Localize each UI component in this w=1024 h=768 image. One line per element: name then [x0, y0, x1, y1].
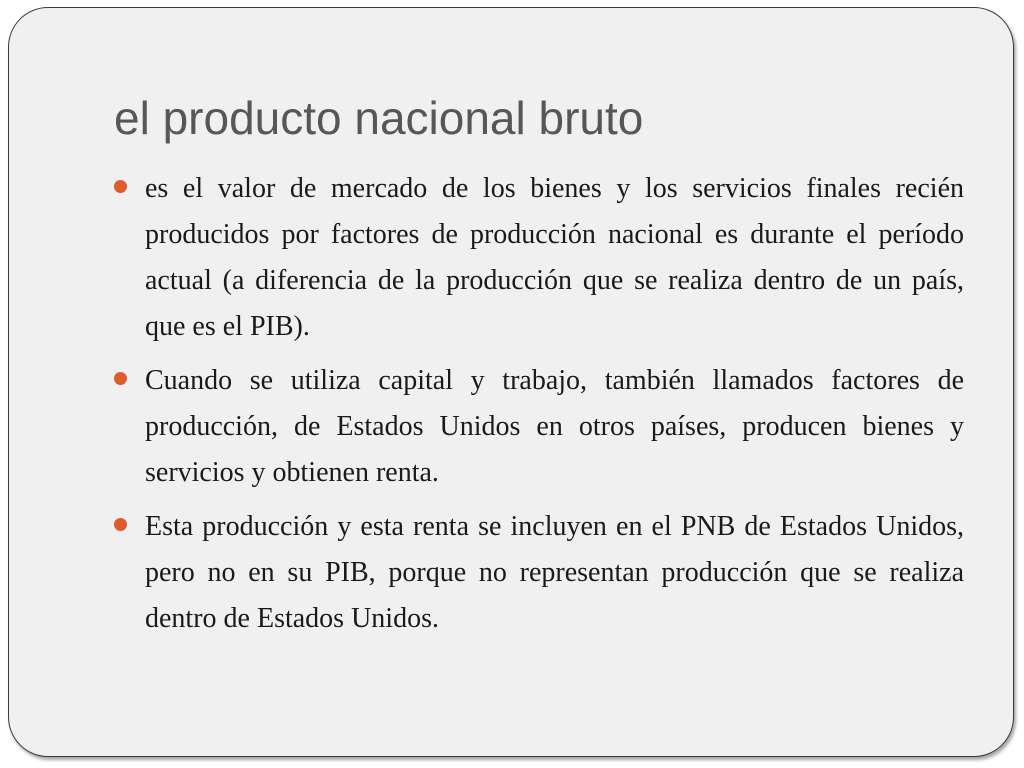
bullet-item [114, 504, 964, 642]
bullet-text: es el valor de mercado de los bienes y los servicios finales recién producidos por factores de producción nacional es durante el período actual (a diferencia de la producción que se realiza dentro de un país, que es el PIB). [145, 173, 964, 342]
bullet-item [114, 358, 964, 496]
bullet-dot-icon [114, 372, 127, 385]
bullet-dot-icon [114, 518, 127, 531]
bullet-dot-icon [114, 180, 127, 193]
slide-title: el producto nacional bruto [114, 92, 644, 144]
bullet-item [114, 166, 964, 350]
bullet-text: Esta producción y esta renta se incluyen en el PNB de Estados Unidos, pero no en su PIB, porque no representan producción que se realiza dentro de Estados Unidos. [145, 511, 964, 634]
bullet-list [114, 166, 964, 650]
bullet-text: Cuando se utiliza capital y trabajo, también llamados factores de producción, de Estados Unidos en otros países, producen bienes y servicios y obtienen renta. [145, 365, 964, 488]
